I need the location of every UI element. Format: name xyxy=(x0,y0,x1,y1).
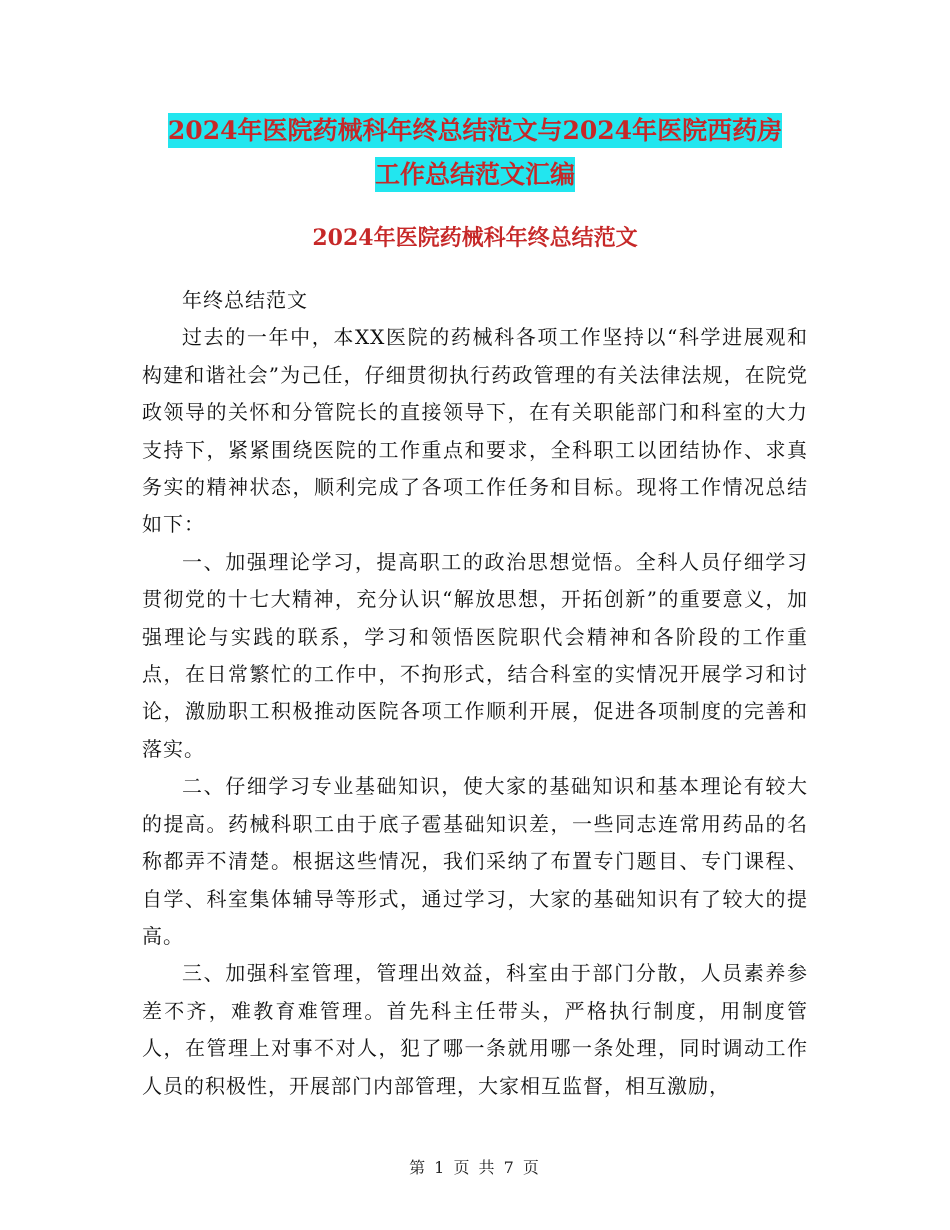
title-highlight-1: 2024年医院药械科年终总结范文与2024年医院西药房 xyxy=(168,113,782,148)
title-highlight-2: 工作总结范文汇编 xyxy=(375,157,575,192)
page-footer: 第 1 页 共 7 页 xyxy=(409,1158,541,1177)
paragraph: 二、仔细学习专业基础知识，使大家的基础知识和基本理论有较大的提高。药械科职工由于底子雹基础知识差，一些同志连常用药品的名称都弄不清楚。根据这些情况，我们采纳了布置专门题目、专门课程、自学、科室集体辅导等形式，通过学习，大家的基础知识有了较大的提高。 xyxy=(142,774,808,948)
paragraph: 过去的一年中，本XX医院的药械科各项工作坚持以“科学进展观和构建和谐社会”为己任，仔细贯彻执行药政管理的有关法律法规，在院党政领导的关怀和分管院长的直接领导下，在有关职能部门和科室的大力支持下，紧紧围绕医院的工作重点和要求，全科职工以团结协作、求真务实的精神状态，顺利完成了各项工作任务和目标。现将工作情况总结如下： xyxy=(142,325,808,537)
paragraph: 三、加强科室管理，管理出效益，科室由于部门分散，人员素养参差不齐，难教育难管理。首先科主任带头，严格执行制度，用制度管人，在管理上对事不对人，犯了哪一条就用哪一条处理，同时调动工作人员的积极性，开展部门内部管理，大家相互监督，相互激励， xyxy=(142,961,808,1098)
document-body xyxy=(142,282,808,1105)
document-title-line-2 xyxy=(0,152,950,198)
paragraph-intro-label: 年终总结范文 xyxy=(182,288,308,312)
document-title-line-1 xyxy=(0,108,950,154)
paragraph: 一、加强理论学习，提高职工的政治思想觉悟。全科人员仔细学习贯彻党的十七大精神，充分认识“解放思想，开拓创新”的重要意义，加强理论与实践的联系，学习和领悟医院职代会精神和各阶段的工作重点，在日常繁忙的工作中，不拘形式，结合科室的实情况开展学习和讨论，激励职工积极推动医院各项工作顺利开展，促进各项制度的完善和落实。 xyxy=(142,549,808,761)
section-title: 2024年医院药械科年终总结范文 xyxy=(312,225,638,251)
